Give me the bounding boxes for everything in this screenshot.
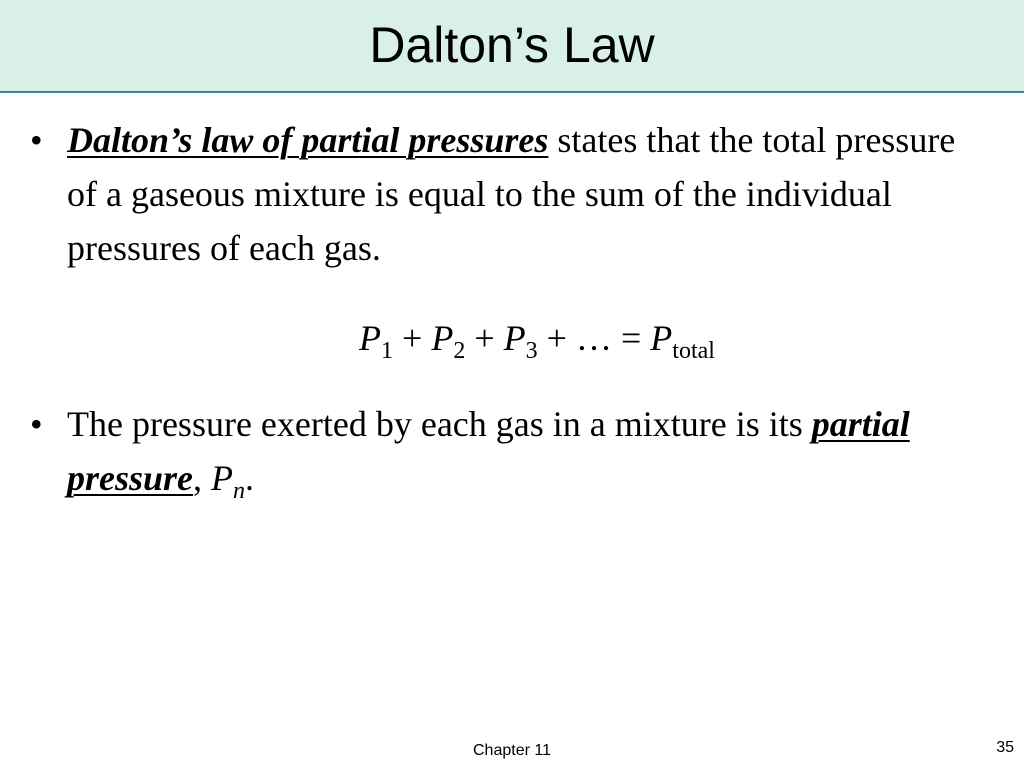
punctuation: , <box>193 458 212 498</box>
eq-subscript: 2 <box>453 338 466 364</box>
eq-term: P <box>503 318 526 358</box>
page-number: 35 <box>996 739 1014 756</box>
bullet-item-1 <box>30 113 990 283</box>
eq-term: P <box>359 318 382 358</box>
symbol: P <box>211 458 234 498</box>
eq-subscript: 1 <box>381 338 394 364</box>
eq-operator: + … = <box>537 318 651 358</box>
eq-subscript: 3 <box>525 338 538 364</box>
bullet-text-1 <box>67 113 992 275</box>
eq-term: P <box>650 318 673 358</box>
footer-chapter: Chapter 11 <box>473 742 551 759</box>
title-bar <box>0 0 1024 93</box>
bullet-body: The pressure exerted by each gas in a mixture is its <box>67 404 812 444</box>
dalton-equation <box>0 312 1024 377</box>
eq-operator: + <box>393 318 432 358</box>
bullet-text-2 <box>67 397 992 518</box>
bullet-marker: • <box>30 404 43 444</box>
eq-operator: + <box>465 318 504 358</box>
bullet-body: states that the total pressure of a gaseous mixture is equal to the sum of the individual pressures of each gas. <box>67 120 956 268</box>
eq-term: P <box>431 318 454 358</box>
bullet-item-2 <box>30 397 990 507</box>
defined-term: partial pressure <box>67 404 910 498</box>
slide-title: Dalton’s Law <box>369 17 655 73</box>
eq-subscript: total <box>672 338 715 364</box>
symbol-subscript: n <box>233 478 246 504</box>
defined-term: Dalton’s law of partial pressures <box>67 120 549 160</box>
bullet-marker: • <box>30 120 43 160</box>
punctuation: . <box>245 458 255 498</box>
